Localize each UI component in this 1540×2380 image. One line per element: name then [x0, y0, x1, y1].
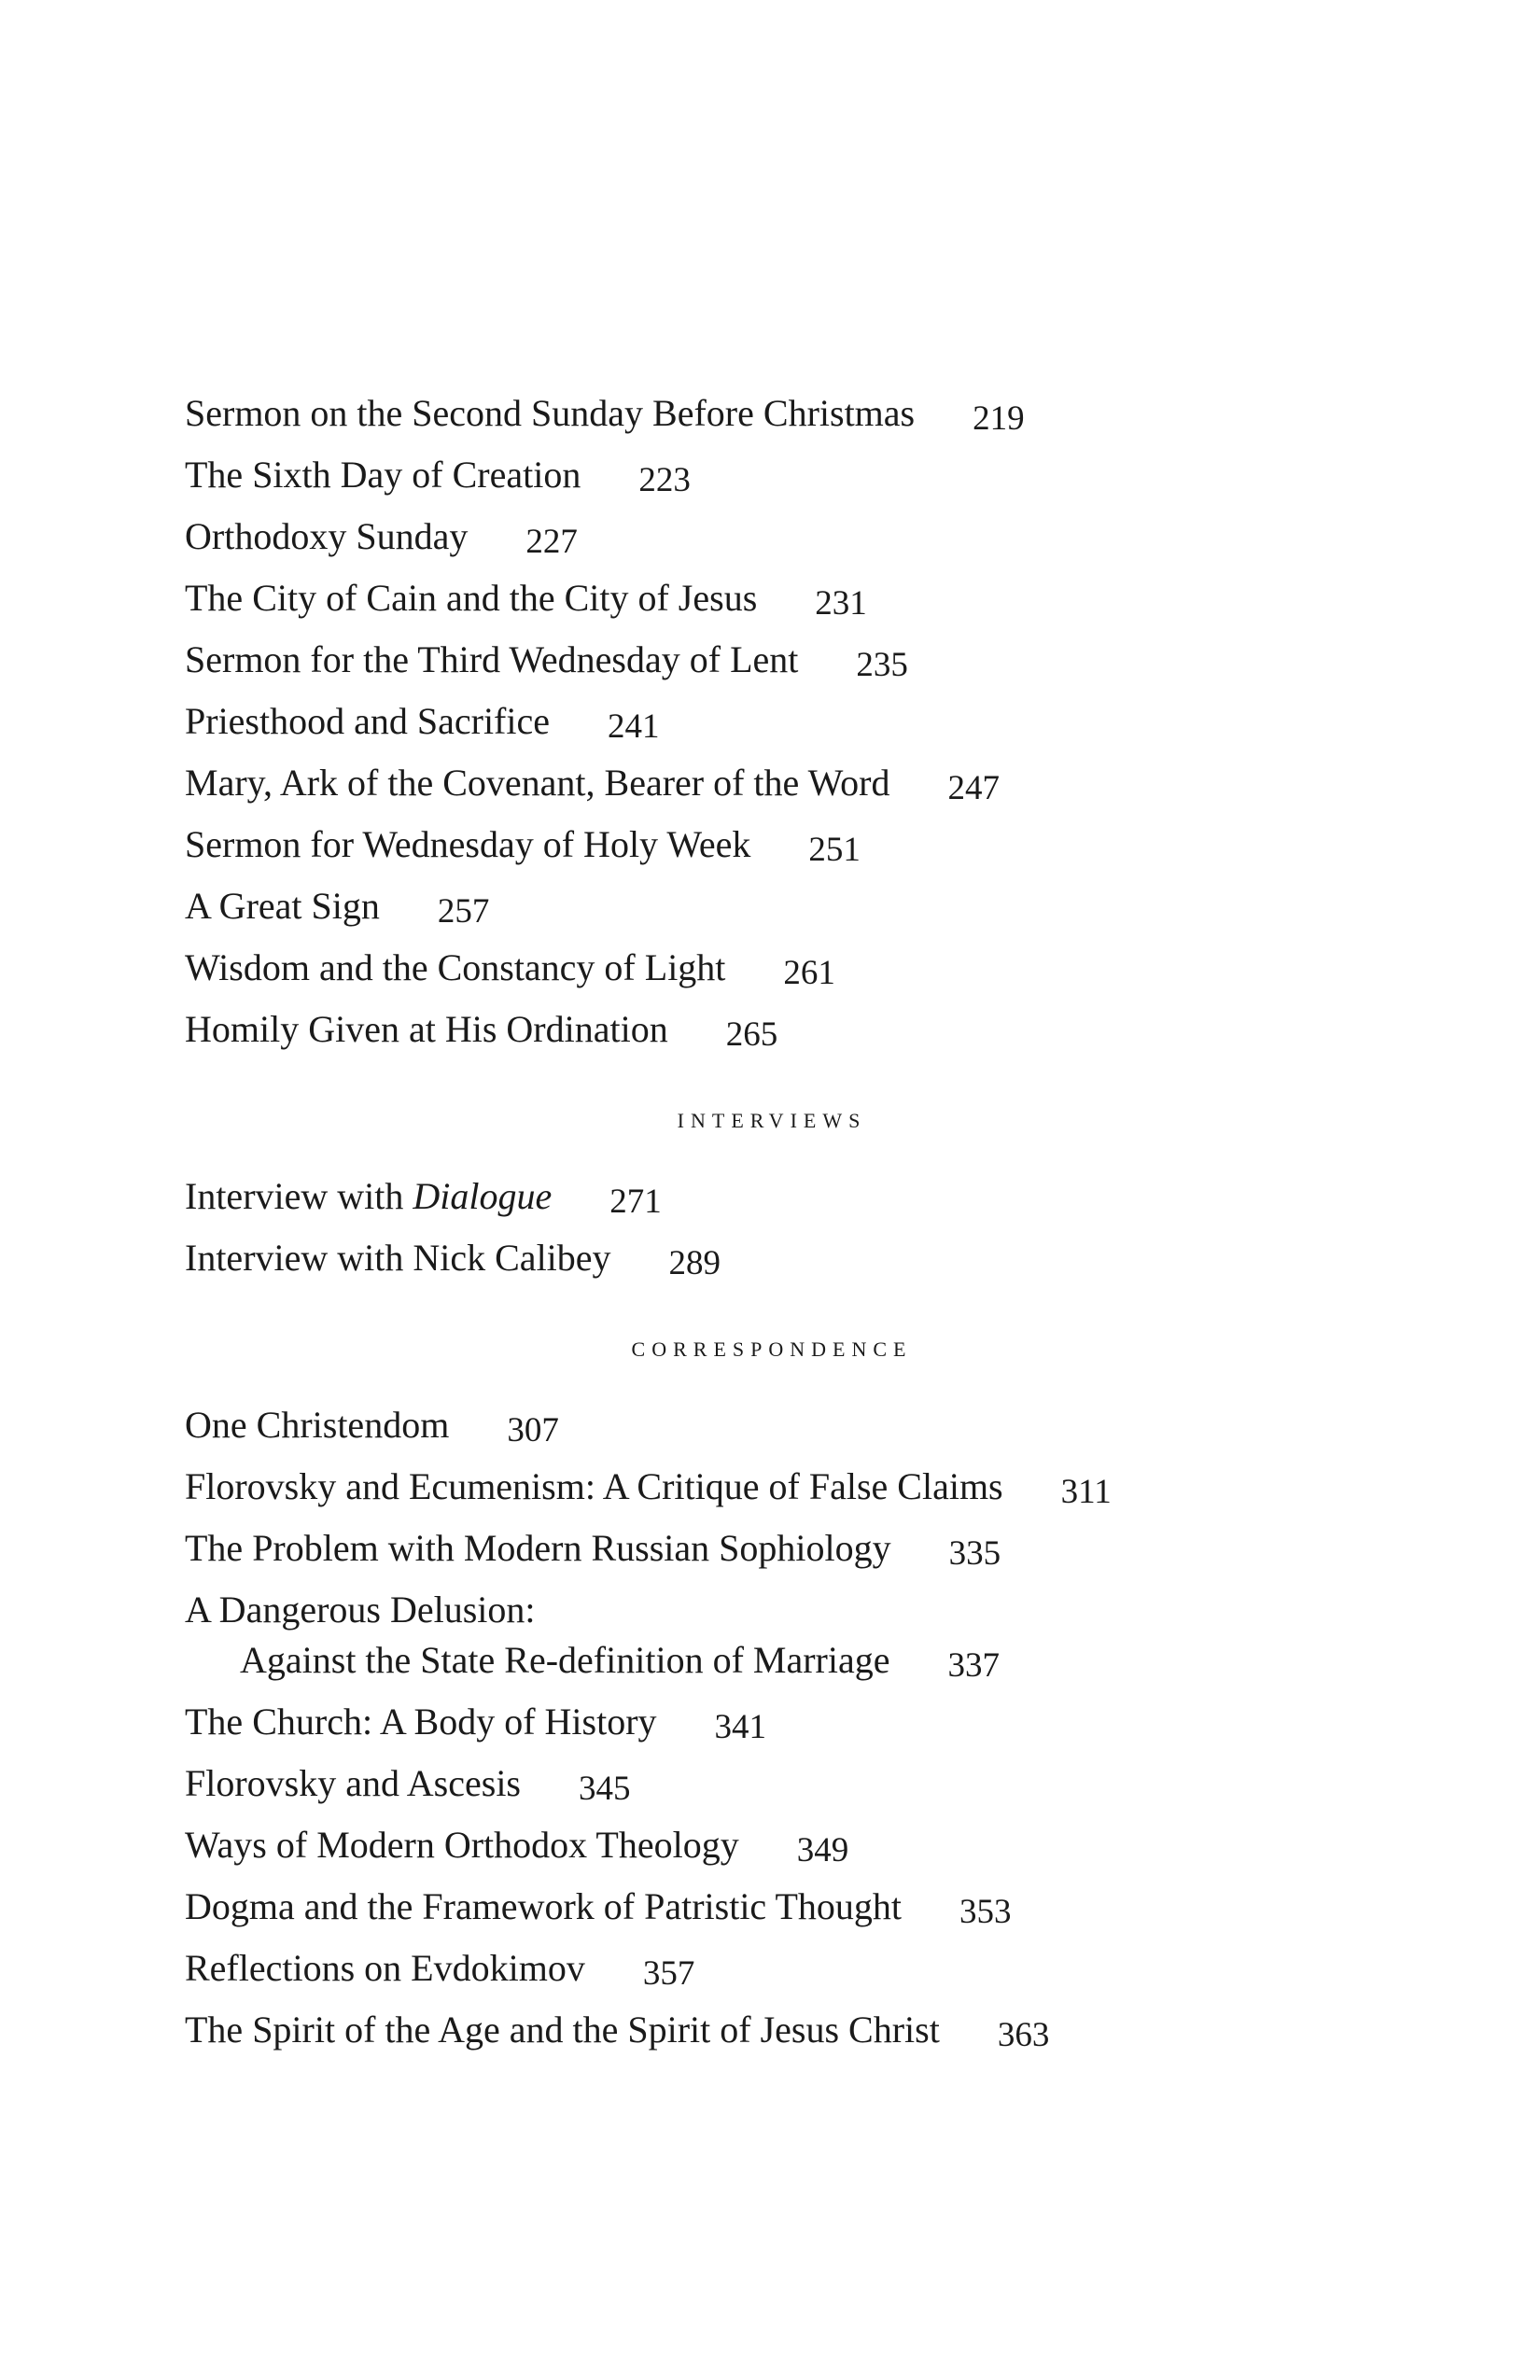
entry-title: The Spirit of the Age and the Spirit of Jesus Christ: [185, 2009, 940, 2051]
toc-entry: [185, 1166, 1398, 1227]
entry-title: Priesthood and Sacrifice: [185, 700, 550, 742]
toc-entry: [185, 1456, 1398, 1518]
section-heading-interviews: interviews: [677, 1100, 867, 1134]
toc-entry: [185, 691, 1398, 752]
toc-entry: [185, 1579, 1398, 1691]
entry-title: The Church: A Body of History: [185, 1701, 657, 1743]
entry-title: A Great Sign: [185, 885, 380, 927]
toc-entry: [185, 444, 1398, 506]
entry-title: Orthodoxy Sunday: [185, 515, 469, 557]
entry-page-number: 349: [796, 1831, 849, 1869]
section-heading-correspondence: correspondence: [631, 1329, 913, 1363]
entry-page-number: 337: [947, 1646, 1000, 1685]
entry-page-number: 357: [642, 1954, 695, 1993]
toc-entry: [185, 506, 1398, 567]
entry-page-number: 311: [1060, 1473, 1112, 1511]
toc-entry: [185, 1691, 1398, 1753]
entry-title: Reflections on Evdokimov: [185, 1947, 585, 1989]
toc-entry: [185, 1753, 1398, 1814]
toc-entry: [185, 1814, 1398, 1876]
toc-entry: [185, 1938, 1398, 1999]
entry-title-line2: Against the State Re-definition of Marriage: [240, 1639, 890, 1681]
entry-page-number: 251: [808, 831, 861, 869]
toc-entry: [185, 1394, 1398, 1456]
toc-entry: [185, 875, 1398, 937]
entry-page-number: 363: [997, 2016, 1050, 2054]
toc-entry: [185, 1518, 1398, 1579]
table-of-contents: [185, 383, 1398, 2061]
entry-title-line1: A Dangerous Delusion:: [185, 1589, 536, 1631]
toc-group-interviews: [185, 1166, 1398, 1289]
entry-page-number: 261: [783, 954, 835, 992]
entry-title-italic: Dialogue: [413, 1175, 553, 1217]
entry-page-number: 257: [437, 892, 490, 931]
toc-entry: [185, 752, 1398, 814]
entry-title: [185, 1175, 552, 1217]
entry-title: Sermon on the Second Sunday Before Christmas: [185, 392, 916, 434]
entry-title: Sermon for Wednesday of Holy Week: [185, 823, 751, 865]
toc-entry: [185, 937, 1398, 999]
entry-page-number: 265: [725, 1015, 778, 1054]
toc-entry: [185, 567, 1398, 629]
entry-title: Mary, Ark of the Covenant, Bearer of the Word: [185, 762, 890, 804]
toc-group-sermons: [185, 383, 1398, 1060]
toc-entry: [185, 999, 1398, 1060]
entry-title: Ways of Modern Orthodox Theology: [185, 1824, 739, 1866]
toc-entry: [185, 383, 1398, 444]
entry-title: Interview with Nick Calibey: [185, 1237, 611, 1279]
entry-title: The City of Cain and the City of Jesus: [185, 577, 758, 619]
entry-page-number: 289: [668, 1244, 721, 1282]
entry-title: Florovsky and Ascesis: [185, 1762, 521, 1804]
entry-page-number: 219: [973, 399, 1025, 438]
entry-title: Wisdom and the Constancy of Light: [185, 946, 726, 988]
toc-entry: [185, 1876, 1398, 1938]
entry-title: Sermon for the Third Wednesday of Lent: [185, 638, 799, 680]
entry-page-number: 227: [525, 523, 578, 561]
entry-page-number: 335: [948, 1534, 1001, 1573]
entry-title: Homily Given at His Ordination: [185, 1008, 668, 1050]
entry-page-number: 235: [856, 646, 908, 684]
entry-title: One Christendom: [185, 1404, 450, 1446]
entry-page-number: 307: [507, 1411, 559, 1449]
entry-page-number: 223: [638, 461, 691, 499]
entry-page-number: 341: [714, 1708, 767, 1746]
toc-entry: [185, 629, 1398, 691]
entry-page-number: 353: [959, 1893, 1012, 1931]
toc-group-correspondence: [185, 1394, 1398, 2061]
toc-entry: [185, 814, 1398, 875]
entry-title: The Sixth Day of Creation: [185, 454, 581, 496]
entry-page-number: 345: [579, 1770, 631, 1808]
entry-page-number: 247: [947, 769, 1000, 807]
entry-title: The Problem with Modern Russian Sophiology: [185, 1527, 891, 1569]
toc-entry: [185, 1999, 1398, 2061]
entry-title: Florovsky and Ecumenism: A Critique of False Claims: [185, 1465, 1003, 1507]
entry-page-number: 271: [609, 1183, 662, 1221]
entry-title-line2-wrapper: [185, 1630, 1398, 1691]
toc-entry: [185, 1227, 1398, 1289]
entry-page-number: 241: [608, 707, 660, 746]
entry-title: Dogma and the Framework of Patristic Thought: [185, 1885, 903, 1927]
entry-page-number: 231: [815, 584, 867, 623]
entry-title-prefix: Interview with: [185, 1175, 413, 1217]
